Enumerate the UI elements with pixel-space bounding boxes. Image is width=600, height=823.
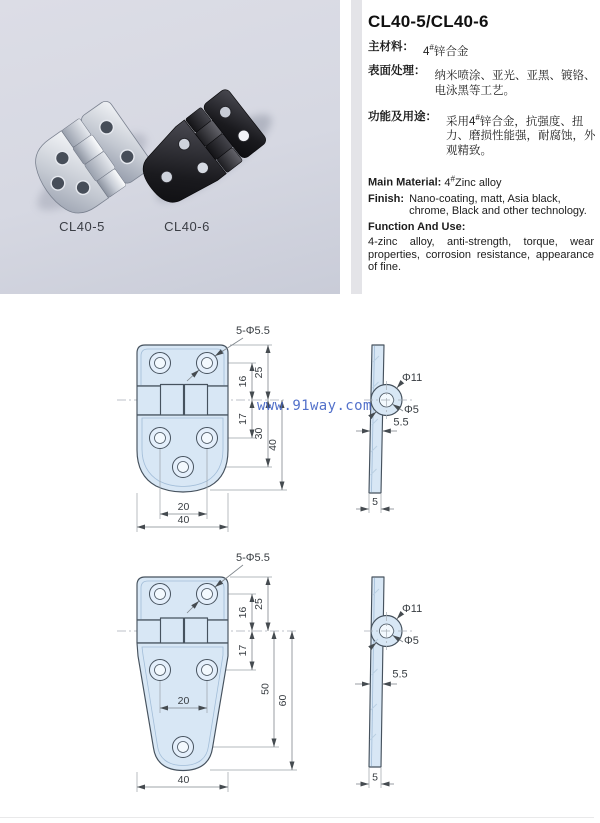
product-photo-panel xyxy=(0,0,340,294)
front-view-1 xyxy=(117,325,287,532)
dim-5-5: 5.5 xyxy=(392,668,408,681)
watermark: www.91way.com xyxy=(257,398,372,414)
front-view-2 xyxy=(117,552,297,792)
dim-phi5: Φ5 xyxy=(404,635,419,647)
spec-row-function-zh: 功能及用途： 采用4#锌合金，抗强度、扭力、磨损性能强，耐腐蚀，外观精致。 xyxy=(368,110,596,158)
dim-20: 20 xyxy=(177,695,190,707)
drawing-1 xyxy=(117,325,422,532)
hole-callout-2: 5-Φ5.5 xyxy=(236,552,270,564)
spec-row-function-text: 4-zinc alloy, anti-strength, torque, wear properties, corrosion resistance, appearance of fine. xyxy=(368,236,594,274)
page-title: CL40-5/CL40-6 xyxy=(368,12,489,31)
drawing-2 xyxy=(117,552,422,792)
spec-row-material-en: Main Material: 4#Zinc alloy xyxy=(368,174,502,190)
product-photo xyxy=(0,0,340,294)
hole-callout-1: 5-Φ5.5 xyxy=(236,325,270,337)
dim-17: 17 xyxy=(237,413,249,425)
dim-16: 16 xyxy=(237,606,249,619)
side-view-2 xyxy=(355,577,422,788)
dim-17: 17 xyxy=(237,644,249,657)
dim-50: 50 xyxy=(259,683,272,695)
dim-phi11: Φ11 xyxy=(402,603,423,615)
dim-25: 25 xyxy=(253,598,265,610)
spec-row-function-heading: Function And Use: xyxy=(368,220,466,233)
dim-5: 5 xyxy=(372,496,378,508)
dim-25: 25 xyxy=(253,366,265,379)
dim-20: 20 xyxy=(177,501,190,513)
photo-label-cl40-6: CL40-6 xyxy=(164,219,210,234)
dim-16: 16 xyxy=(237,375,249,388)
hinge-photo-black xyxy=(131,87,268,215)
dim-5: 5 xyxy=(372,771,378,784)
dim-60: 60 xyxy=(277,694,289,707)
spec-block xyxy=(368,12,596,274)
dim-40h: 40 xyxy=(177,514,190,526)
dim-40h: 40 xyxy=(177,774,190,786)
technical-drawings xyxy=(0,300,600,823)
spec-row-material-zh: 主材料： 4#锌合金 xyxy=(368,41,469,58)
dim-40v: 40 xyxy=(267,439,279,451)
dim-30: 30 xyxy=(253,427,265,440)
dim-phi11: Φ11 xyxy=(402,372,423,384)
spec-block-en xyxy=(368,173,596,273)
dim-phi5: Φ5 xyxy=(404,404,419,416)
spec-row-finish-en: Finish: Nano-coating, matt, Asia black, chrome, Black and other technology. xyxy=(368,192,587,218)
spec-row-finish-zh: 表面处理： 纳米喷涂、亚光、亚黑、镀铬、电泳黑等工艺。 xyxy=(368,64,596,97)
dim-5-5: 5.5 xyxy=(393,416,409,429)
side-view-1 xyxy=(356,345,422,513)
vertical-divider xyxy=(351,0,362,294)
footer-divider-line xyxy=(0,817,594,818)
photo-label-cl40-5: CL40-5 xyxy=(59,219,105,234)
